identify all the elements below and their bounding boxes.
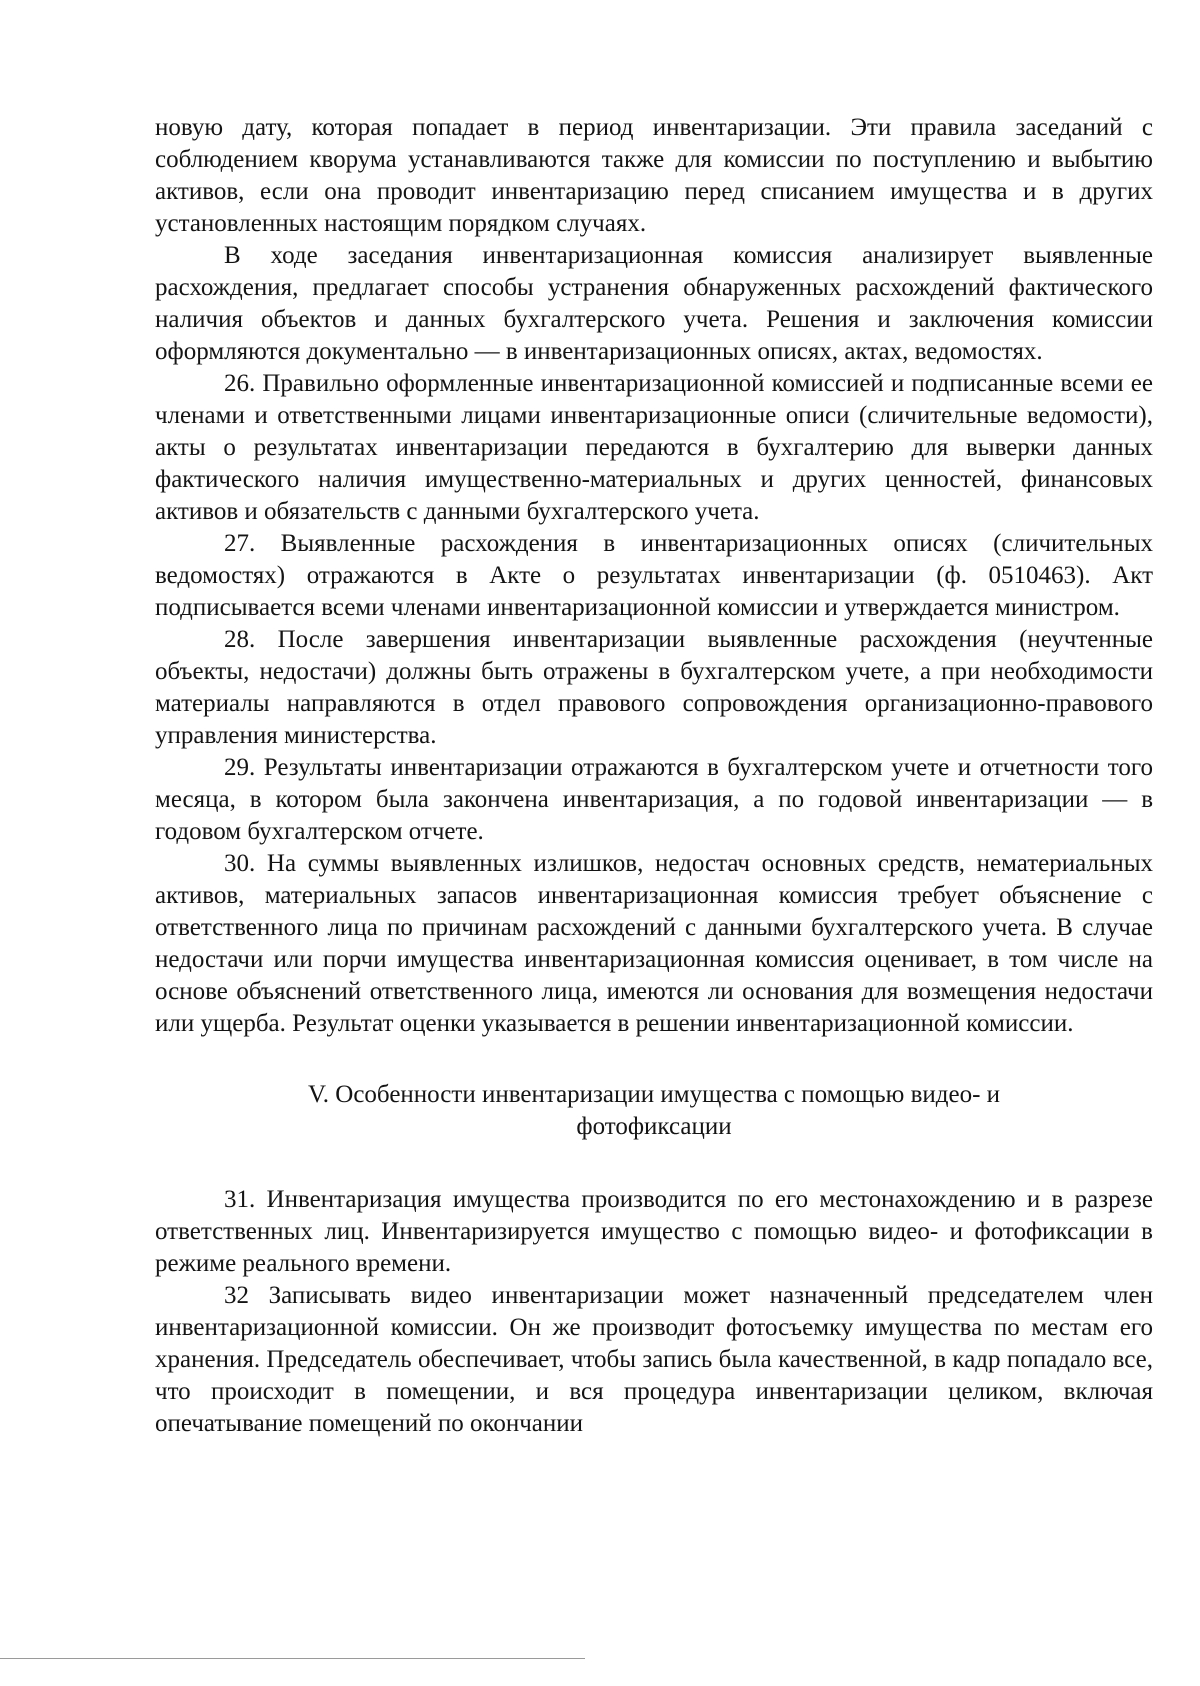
paragraph-32: 32 Записывать видео инвентаризации может назначенный председателем член инвентаризационной комиссии. Он же производит фотосъемку имущества по местам его хранения. Председатель обеспечивает, чтобы запись была качественной, в кадр попадало все, что происходит в помещении, и вся процедура инвентаризации целиком, включая опечатывание помещений по окончании (155, 1282, 1153, 1437)
paragraph-28: 28. После завершения инвентаризации выявленные расхождения (неучтенные объекты, недостачи) должны быть отражены в бухгалтерском учете, а при необходимости материалы направляются в отдел правового сопровождения организационно-правового управления министерства. (155, 626, 1153, 749)
paragraph-continuation: новую дату, которая попадает в период инвентаризации. Эти правила заседаний с соблюдением кворума устанавливаются также для комиссии по поступлению и выбытию активов, если она проводит инвентаризацию перед списанием имущества и в других установленных настоящим порядком случаях. (155, 114, 1153, 237)
paragraph-29: 29. Результаты инвентаризации отражаются в бухгалтерском учете и отчетности того месяца, в котором была закончена инвентаризация, а по годовой инвентаризации — в годовом бухгалтерском отчете. (155, 754, 1153, 845)
paragraph-30: 30. На суммы выявленных излишков, недостач основных средств, нематериальных активов, материальных запасов инвентаризационная комиссия требует объяснение с ответственного лица по причинам расхождений с данными бухгалтерского учета. В случае недостачи или порчи имущества инвентаризационная комиссия оценивает, в том числе на основе объяснений ответственного лица, имеются ли основания для возмещения недостачи или ущерба. Результат оценки указывается в решении инвентаризационной комиссии. (155, 850, 1153, 1037)
section-title (155, 1079, 1153, 1143)
section-title-line-2: фотофиксации (576, 1113, 732, 1140)
paragraph-26: 26. Правильно оформленные инвентаризационной комиссией и подписанные всеми ее членами и ответственными лицами инвентаризационные описи (сличительные ведомости), акты о результатах инвентаризации передаются в бухгалтерию для выверки данных фактического наличия имущественно-материальных и других ценностей, финансовых активов и обязательств с данными бухгалтерского учета. (155, 370, 1153, 525)
footer-divider-line (0, 1658, 585, 1659)
document-page (155, 112, 1153, 1440)
section-title-line-1: V. Особенности инвентаризации имущества с помощью видео- и (307, 1081, 1001, 1108)
paragraph-commission-meeting: В ходе заседания инвентаризационная комиссия анализирует выявленные расхождения, предлагает способы устранения обнаруженных расхождений фактического наличия объектов и данных бухгалтерского учета. Решения и заключения комиссии оформляются документально — в инвентаризационных описях, актах, ведомостях. (155, 242, 1153, 365)
paragraph-31: 31. Инвентаризация имущества производится по его местонахождению и в разрезе ответственных лиц. Инвентаризируется имущество с помощью видео- и фотофиксации в режиме реального времени. (155, 1186, 1153, 1277)
paragraph-27: 27. Выявленные расхождения в инвентаризационных описях (сличительных ведомостях) отражаются в Акте о результатах инвентаризации (ф. 0510463). Акт подписывается всеми членами инвентаризационной комиссии и утверждается министром. (155, 530, 1153, 621)
